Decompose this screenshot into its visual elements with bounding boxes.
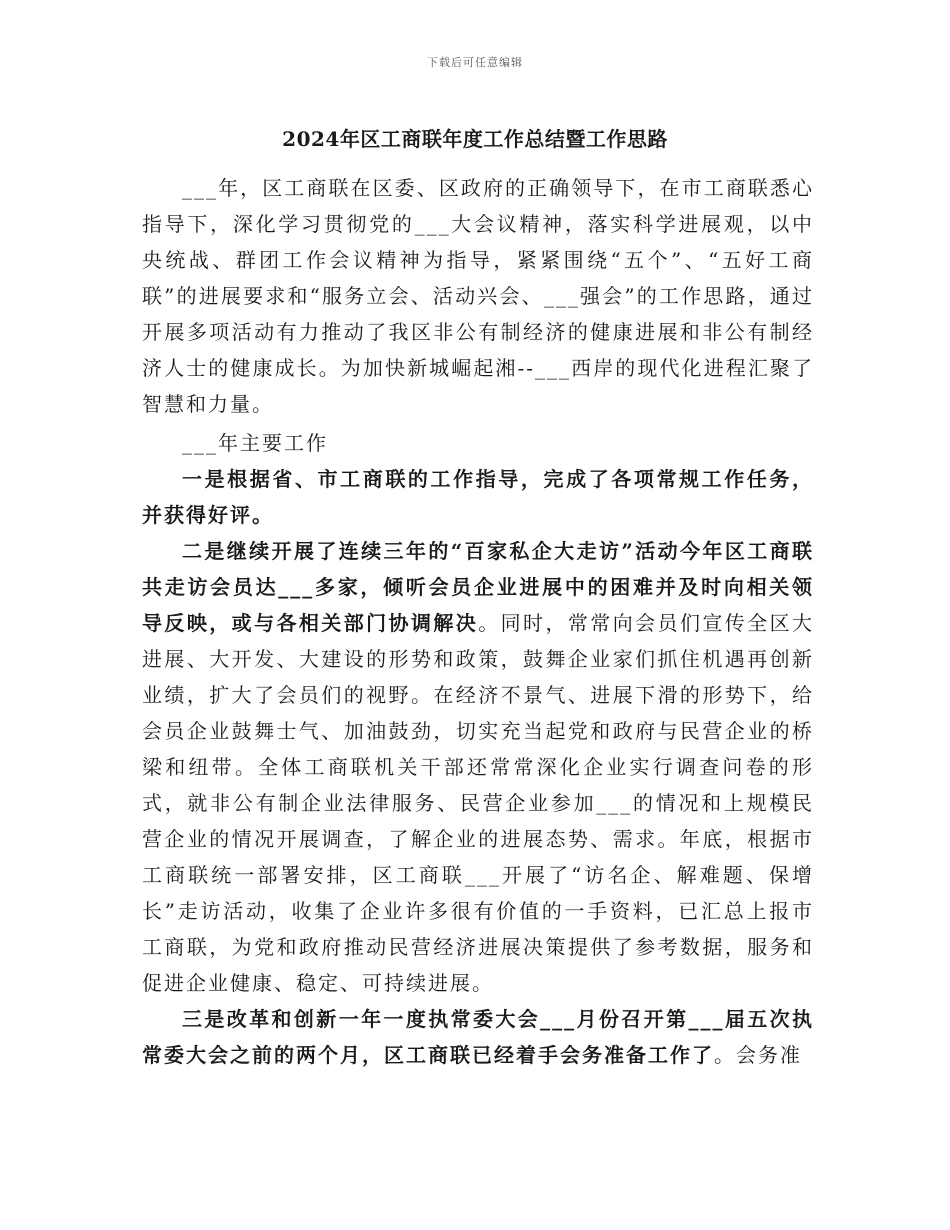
work-item-3-body: 。会务准 bbox=[714, 1043, 802, 1067]
section-subheading: ___年主要工作 bbox=[182, 431, 328, 455]
work-item-2 bbox=[142, 533, 814, 1001]
work-item-2-lead: 二是继续开展了连续三年的“百家私企大走访”活动今年区工商联共走访会员达___多家，倾听会员企业进展中的困难并及时向相关领导反映，或与各相关部门协调解决 bbox=[142, 539, 814, 635]
work-item-3 bbox=[142, 1001, 814, 1073]
work-item-1: 一是根据省、市工商联的工作指导，完成了各项常规工作任务，并获得好评。 bbox=[142, 467, 814, 527]
document-body bbox=[142, 170, 814, 1073]
header-note: 下载后可任意编辑 bbox=[427, 56, 523, 69]
intro-paragraph: ___年，区工商联在区委、区政府的正确领导下，在市工商联悉心指导下，深化学习贯彻党的___大会议精神，落实科学进展观，以中央统战、群团工作会议精神为指导，紧紧围绕“五个”、“五好工商联”的进展要求和“服务立会、活动兴会、___强会”的工作思路，通过开展多项活动有力推动了我区非公有制经济的健康进展和非公有制经济人士的健康成长。为加快新城崛起湘--___西岸的现代化进程汇聚了智慧和力量。 bbox=[142, 176, 814, 416]
page-title: 2024年区工商联年度工作总结暨工作思路 bbox=[282, 127, 668, 151]
work-item-3-lead: 三是改革和创新一年一度执常委大会___月份召开第___届五次执常委大会之前的两个月，区工商联已经着手会务准备工作了 bbox=[142, 1007, 814, 1067]
work-item-2-body: 。同时，常常向会员们宣传全区大进展、大开发、大建设的形势和政策，鼓舞企业家们抓住机遇再创新业绩，扩大了会员们的视野。在经济不景气、进展下滑的形势下，给会员企业鼓舞士气、加油鼓劲，切实充当起党和政府与民营企业的桥梁和纽带。全体工商联机关干部还常常深化企业实行调查问卷的形式，就非公有制企业法律服务、民营企业参加___的情况和上规模民营企业的情况开展调查，了解企业的进展态势、需求。年底，根据市工商联统一部署安排，区工商联___开展了“访名企、解难题、保增长”走访活动，收集了企业许多很有价值的一手资料，已汇总上报市工商联，为党和政府推动民营经济进展决策提供了参考数据，服务和促进企业健康、稳定、可持续进展。 bbox=[142, 611, 815, 995]
